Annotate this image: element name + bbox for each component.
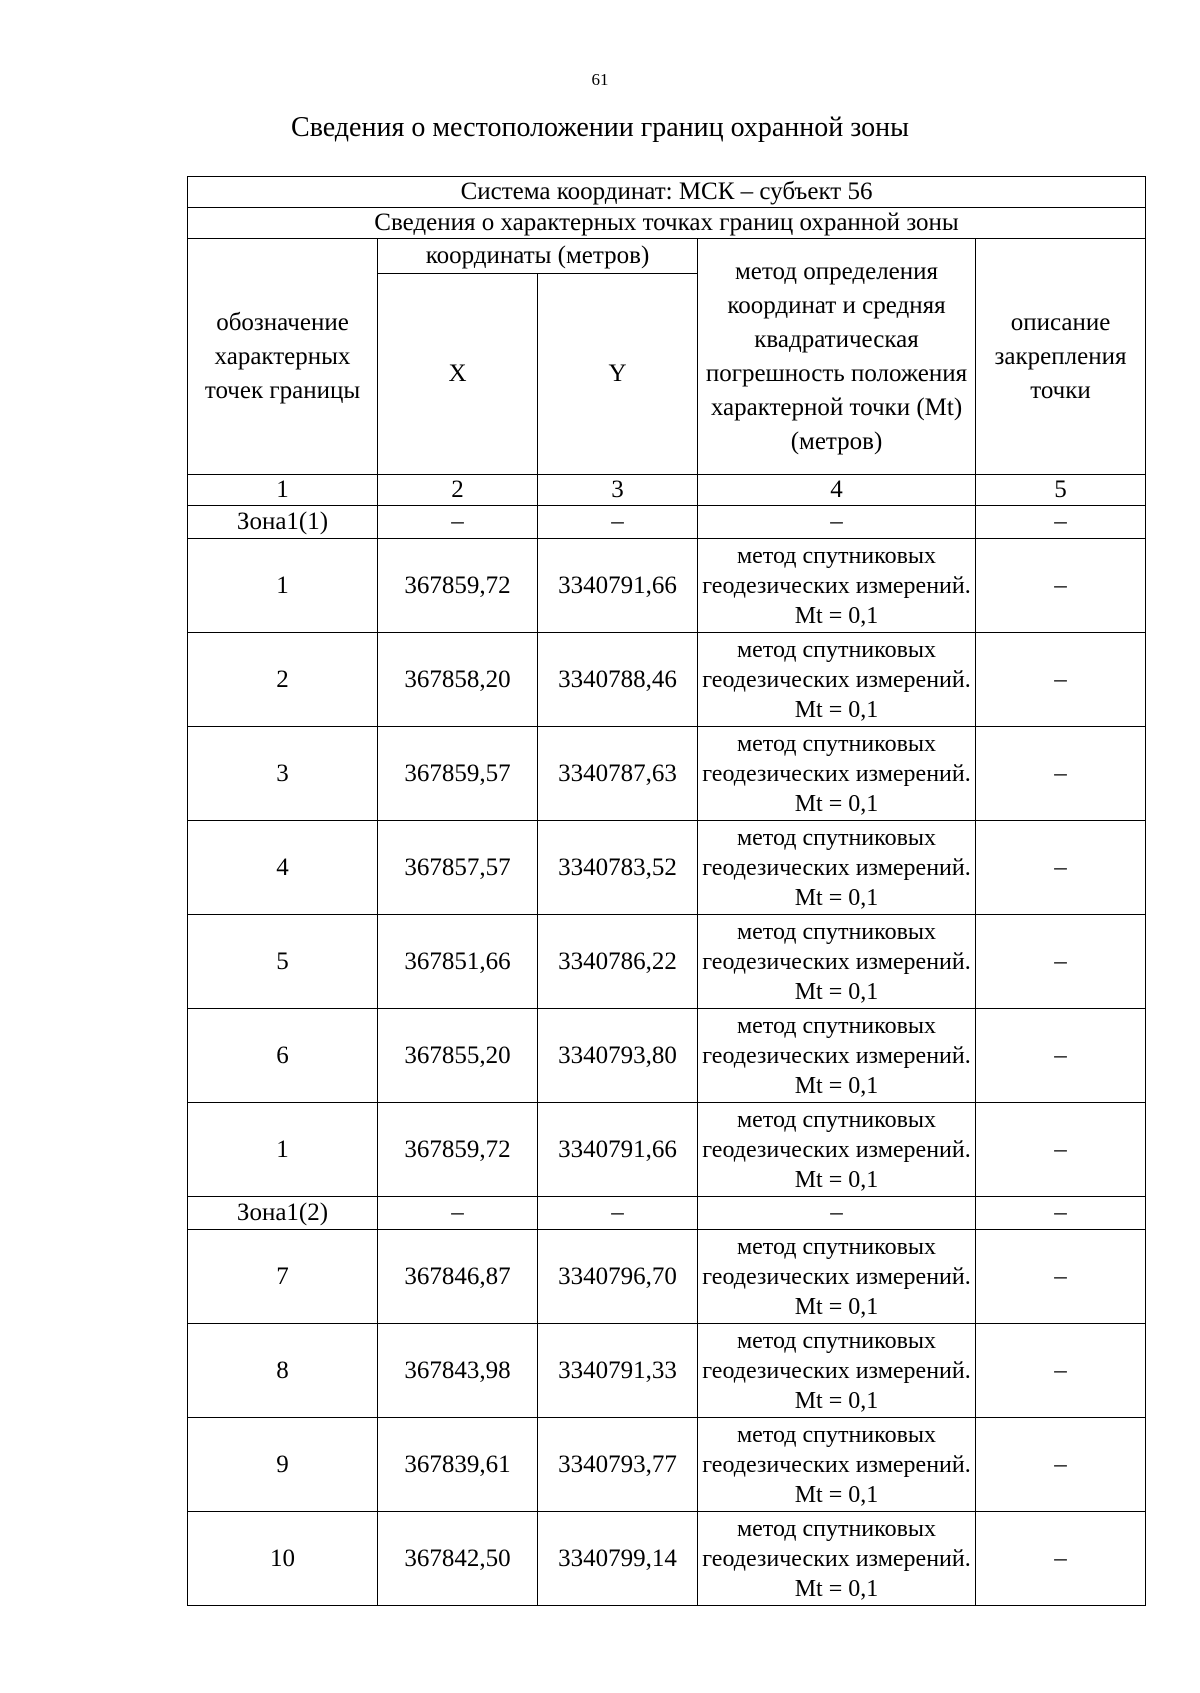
point-description: – — [976, 539, 1146, 633]
point-description: – — [976, 1512, 1146, 1606]
point-method: метод спутниковых геодезических измерений. Mt = 0,1 — [698, 1512, 976, 1606]
point-id: 9 — [188, 1418, 378, 1512]
point-y: 3340793,80 — [538, 1009, 698, 1103]
point-description: – — [976, 727, 1146, 821]
point-id: 10 — [188, 1512, 378, 1606]
point-description: – — [976, 1324, 1146, 1418]
zone-dash: – — [976, 1197, 1146, 1230]
point-method: метод спутниковых геодезических измерений. Mt = 0,1 — [698, 727, 976, 821]
point-id: 4 — [188, 821, 378, 915]
zone-dash: – — [378, 506, 538, 539]
method-header: метод определения координат и средняя квадратическая погрешность положения характерной точки (Mt) (метров) — [698, 239, 976, 475]
point-description: – — [976, 821, 1146, 915]
point-method: метод спутниковых геодезических измерений. Mt = 0,1 — [698, 539, 976, 633]
coordinates-header: координаты (метров) — [378, 239, 698, 274]
point-method: метод спутниковых геодезических измерений. Mt = 0,1 — [698, 915, 976, 1009]
page-number: 61 — [591, 70, 609, 89]
page-title: Сведения о местоположении границ охранной зоны — [291, 112, 909, 143]
table-row — [188, 1324, 1146, 1418]
point-x: 367839,61 — [378, 1418, 538, 1512]
point-x: 367859,72 — [378, 1103, 538, 1197]
zone-dash: – — [698, 1197, 976, 1230]
point-y: 3340786,22 — [538, 915, 698, 1009]
point-description: – — [976, 633, 1146, 727]
point-method: метод спутниковых геодезических измерений. Mt = 0,1 — [698, 1103, 976, 1197]
point-method: метод спутниковых геодезических измерений. Mt = 0,1 — [698, 1324, 976, 1418]
coord-system-header: Система координат: МСК – субъект 56 — [188, 177, 1146, 208]
point-x: 367855,20 — [378, 1009, 538, 1103]
zone-dash: – — [538, 506, 698, 539]
zone-name: Зона1(2) — [188, 1197, 378, 1230]
point-x: 367858,20 — [378, 633, 538, 727]
column-number: 3 — [538, 475, 698, 506]
point-y: 3340787,63 — [538, 727, 698, 821]
table-row — [188, 1512, 1146, 1606]
point-x: 367859,72 — [378, 539, 538, 633]
point-method: метод спутниковых геодезических измерений. Mt = 0,1 — [698, 633, 976, 727]
point-id: 1 — [188, 539, 378, 633]
designation-header: обозначение характерных точек границы — [188, 239, 378, 475]
point-id: 2 — [188, 633, 378, 727]
point-y: 3340796,70 — [538, 1230, 698, 1324]
point-y: 3340791,66 — [538, 1103, 698, 1197]
table-row — [188, 1418, 1146, 1512]
point-y: 3340793,77 — [538, 1418, 698, 1512]
boundary-points-table — [187, 176, 1146, 1606]
zone-row — [188, 506, 1146, 539]
table-row — [188, 915, 1146, 1009]
table-row — [188, 821, 1146, 915]
point-y: 3340791,33 — [538, 1324, 698, 1418]
zone-dash: – — [976, 506, 1146, 539]
point-id: 6 — [188, 1009, 378, 1103]
description-header: описание закрепления точки — [976, 239, 1146, 475]
point-id: 7 — [188, 1230, 378, 1324]
point-id: 3 — [188, 727, 378, 821]
point-x: 367843,98 — [378, 1324, 538, 1418]
table-row — [188, 633, 1146, 727]
point-x: 367851,66 — [378, 915, 538, 1009]
column-number: 5 — [976, 475, 1146, 506]
point-method: метод спутниковых геодезических измерений. Mt = 0,1 — [698, 1009, 976, 1103]
point-x: 367842,50 — [378, 1512, 538, 1606]
column-number: 4 — [698, 475, 976, 506]
zone-dash: – — [378, 1197, 538, 1230]
point-description: – — [976, 1009, 1146, 1103]
table-subtitle: Сведения о характерных точках границ охранной зоны — [188, 208, 1146, 239]
point-y: 3340799,14 — [538, 1512, 698, 1606]
zone-dash: – — [538, 1197, 698, 1230]
point-id: 8 — [188, 1324, 378, 1418]
column-number: 2 — [378, 475, 538, 506]
point-y: 3340791,66 — [538, 539, 698, 633]
point-method: метод спутниковых геодезических измерений. Mt = 0,1 — [698, 1418, 976, 1512]
table-row — [188, 1009, 1146, 1103]
zone-dash: – — [698, 506, 976, 539]
y-header: Y — [538, 274, 698, 475]
table-row — [188, 539, 1146, 633]
table-row — [188, 1103, 1146, 1197]
point-x: 367857,57 — [378, 821, 538, 915]
table-row — [188, 727, 1146, 821]
point-method: метод спутниковых геодезических измерений. Mt = 0,1 — [698, 821, 976, 915]
column-number: 1 — [188, 475, 378, 506]
zone-name: Зона1(1) — [188, 506, 378, 539]
point-x: 367859,57 — [378, 727, 538, 821]
point-description: – — [976, 1230, 1146, 1324]
zone-row — [188, 1197, 1146, 1230]
point-y: 3340788,46 — [538, 633, 698, 727]
point-description: – — [976, 915, 1146, 1009]
point-description: – — [976, 1103, 1146, 1197]
point-x: 367846,87 — [378, 1230, 538, 1324]
point-id: 5 — [188, 915, 378, 1009]
table-row — [188, 1230, 1146, 1324]
point-id: 1 — [188, 1103, 378, 1197]
point-method: метод спутниковых геодезических измерений. Mt = 0,1 — [698, 1230, 976, 1324]
x-header: X — [378, 274, 538, 475]
point-description: – — [976, 1418, 1146, 1512]
point-y: 3340783,52 — [538, 821, 698, 915]
